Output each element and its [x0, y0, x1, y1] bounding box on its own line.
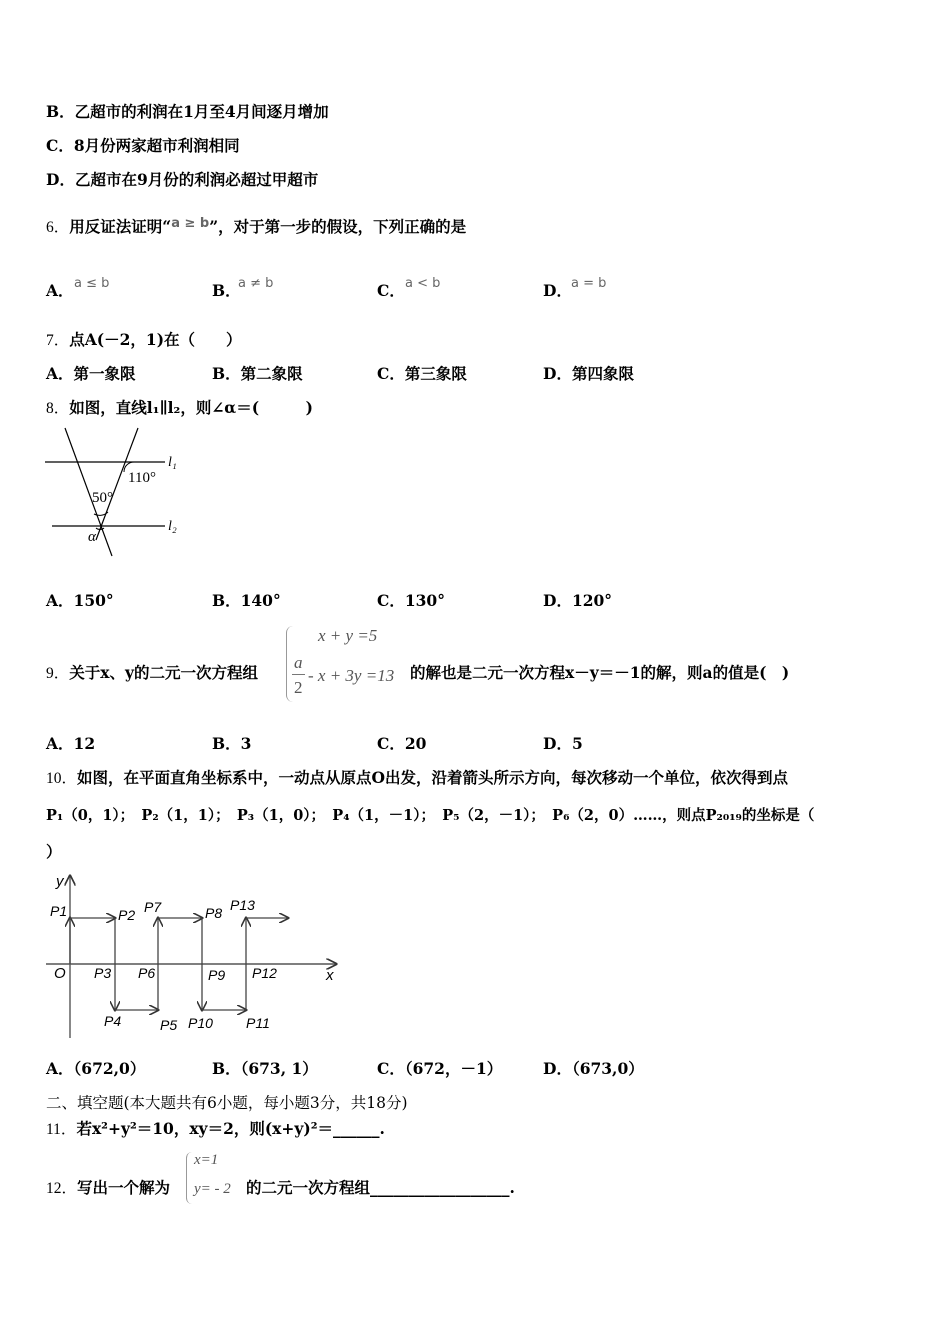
q9-option-a: A．12	[46, 734, 96, 753]
q10-coordinate-figure	[40, 868, 350, 1048]
q10-option-a: A．（672,0）	[46, 1059, 146, 1078]
q5-option-b: B．乙超市的利润在1月至4月间逐月增加	[46, 102, 329, 121]
q12-equation-brace	[186, 1152, 192, 1204]
q12-eq1: x=1	[194, 1152, 219, 1168]
q9-option-b: B．3	[212, 734, 252, 753]
q9-stem-b: 的解也是二元一次方程x－y＝－1的解，则a的值是( )	[410, 663, 790, 682]
q10-label-p6: P6	[138, 965, 156, 981]
q10-option-d: D．（673,0）	[543, 1059, 644, 1078]
q8-label-alpha: α	[88, 529, 96, 545]
q6-proposition: a ≥ b	[171, 216, 210, 231]
q6-option-c-math: a < b	[405, 276, 441, 291]
q6-option-d: D．	[543, 281, 572, 300]
q5-option-d: D．乙超市在9月份的利润必超过甲超市	[46, 170, 319, 189]
q7-option-a: A．第一象限	[46, 364, 136, 383]
q8-option-c: C．130°	[377, 591, 445, 610]
q5-option-c: C．8月份两家超市利润相同	[46, 136, 240, 155]
q12-stem-b: 的二元一次方程组__________________.	[246, 1178, 515, 1197]
q7-option-b: B．第二象限	[212, 364, 303, 383]
q6-stem: 6．用反证法证明“$^{a \ge b}$”，对于第一步的假设，下列正确的是	[46, 216, 467, 236]
q10-label-p4: P4	[104, 1013, 122, 1029]
q8-option-d: D．120°	[543, 591, 613, 610]
q10-label-p10: P10	[188, 1015, 213, 1031]
q6-option-a-math: a ≤ b	[74, 276, 110, 291]
q12-eq2: y= - 2	[194, 1181, 231, 1197]
q8-label-l1: l₁	[168, 455, 177, 470]
q6-option-b: B．	[212, 281, 241, 300]
q11-stem: 11．若x²+y²＝10，xy＝2，则(x+y)²＝______.	[46, 1119, 385, 1138]
q9-equation-brace	[286, 626, 293, 702]
q10-label-p11: P11	[246, 1015, 270, 1031]
q10-label-p5: P5	[160, 1017, 178, 1033]
q10-label-y: y	[56, 873, 64, 890]
q8-parallel-lines-figure	[40, 422, 190, 562]
q7-stem: 7．点A(－2，1)在（ ）	[46, 330, 242, 349]
q9-eq2-rest: - x + 3y =13	[308, 666, 395, 685]
q6-option-b-math: a ≠ b	[238, 276, 274, 291]
q12-stem-a: 12．写出一个解为	[46, 1178, 171, 1197]
q10-label-p7: P7	[144, 899, 162, 915]
q10-label-O: O	[54, 965, 66, 982]
q7-option-c: C．第三象限	[377, 364, 467, 383]
q8-stem: 8．如图，直线l₁∥l₂，则∠α＝( )	[46, 398, 313, 417]
q10-label-p13: P13	[230, 897, 255, 913]
q10-label-p1: P1	[50, 903, 68, 919]
q10-label-p12: P12	[252, 965, 277, 981]
q6-option-a: A．	[46, 281, 74, 300]
q9-frac-bar	[292, 674, 305, 675]
q9-eq2-den: 2	[294, 678, 303, 697]
q9-eq2-num: a	[294, 653, 303, 672]
q7-option-d: D．第四象限	[543, 364, 634, 383]
q10-label-x: x	[326, 967, 334, 984]
q9-eq1: x + y =5	[318, 626, 378, 645]
q8-label-50: 50°	[92, 490, 113, 506]
q8-label-l2: l₂	[168, 519, 177, 534]
q9-stem-a: 9．关于x、y的二元一次方程组	[46, 663, 259, 682]
q10-stem-line3: ）	[46, 842, 62, 861]
q9-option-c: C．20	[377, 734, 427, 753]
q10-option-b: B．（673, 1）	[212, 1059, 318, 1078]
q10-label-p9: P9	[208, 967, 226, 983]
q10-stem-line1: 10．如图，在平面直角坐标系中，一动点从原点O出发，沿着箭头所示方向，每次移动一个单位，依次得到点	[46, 768, 789, 787]
q10-label-p2: P2	[118, 907, 136, 923]
q10-option-c: C．（672，－1）	[377, 1059, 503, 1078]
q10-stem-line2: P₁（0，1）； P₂（1，1）； P₃（1，0）； P₄（1，－1）； P₅（2，－1）； P₆（2，0）……，则点P₂₀₁₉的坐标是（	[46, 807, 815, 824]
q9-option-d: D．5	[543, 734, 583, 753]
q8-option-b: B．140°	[212, 591, 281, 610]
q8-label-110: 110°	[128, 470, 156, 486]
q6-option-c: C．	[377, 281, 405, 300]
q8-option-a: A．150°	[46, 591, 114, 610]
q6-option-d-math: a = b	[571, 276, 607, 291]
q10-label-p8: P8	[205, 905, 223, 921]
q10-label-p3: P3	[94, 965, 112, 981]
section2-title: 二、填空题(本大题共有6小题，每小题3分，共18分)	[46, 1094, 408, 1112]
